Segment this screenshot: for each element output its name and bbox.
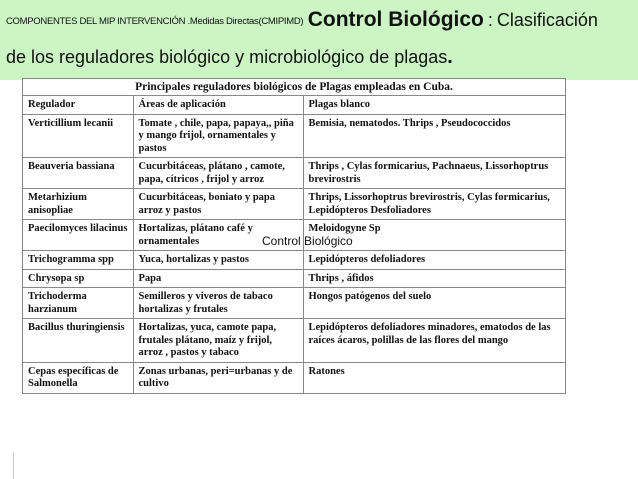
overlay-label: Control Biológico	[262, 234, 353, 248]
application-cell: Cucurbitáceas, plátano , camote, papa, cítricos , frijol y arroz	[133, 158, 303, 189]
table-row	[23, 362, 565, 393]
table-row	[23, 158, 565, 189]
decorative-divider	[13, 452, 14, 479]
regulator-cell: Chrysopa sp	[23, 269, 133, 288]
table-row	[23, 269, 565, 288]
regulator-cell: Beauveria bassiana	[23, 158, 133, 189]
target-pests-cell: Thrips, Lissorhoptrus brevirostris, Cylas formicarius, Lepidópteros Desfoliadores	[303, 189, 565, 220]
target-pests-cell: Meloidogyne Sp	[303, 220, 565, 251]
target-pests-cell: Thrips , Cylas formicarius, Pachnaeus, Lissorhoptrus brevirostris	[303, 158, 565, 189]
application-cell: Zonas urbanas, peri=urbanas y de cultivo	[133, 362, 303, 393]
regulator-cell: Verticillium lecanii	[23, 114, 133, 158]
regulator-cell: Trichoderma harzianum	[23, 288, 133, 319]
application-cell: Hortalizas, yuca, camote papa, frutales plátano, maíz y frijol, arroz , pastos y tabaco	[133, 319, 303, 363]
subtitle-part-2: de los reguladores biológico y microbiológico de plagas	[6, 47, 448, 67]
application-cell: Tomate , chile, papa, papaya,, piña y mango frijol, ornamentales y pastos	[133, 114, 303, 158]
application-cell: Cucurbitáceas, boniato y papa arroz y pastos	[133, 189, 303, 220]
header-cell-regulador: Regulador	[23, 96, 133, 114]
target-pests-cell: Ratones	[303, 362, 565, 393]
title-final-dot: .	[447, 46, 453, 68]
page-title: Control Biológico	[307, 8, 484, 31]
target-pests-cell: Bemisia, nematodos. Thrips , Pseudococcidos	[303, 114, 565, 158]
header-cell-areas: Áreas de aplicación	[133, 96, 303, 114]
regulator-cell: Bacillus thuringiensis	[23, 319, 133, 363]
table-row	[23, 251, 565, 270]
regulator-cell: Cepas específicas de Salmonella	[23, 362, 133, 393]
table-header-row	[23, 96, 565, 114]
target-pests-cell: Lepidópteros defoliadores minadores, ematodos de las raíces ácaros, polillas de las flores del mango	[303, 319, 565, 363]
regulator-cell: Paecilomyces lilacinus	[23, 220, 133, 251]
table-row	[23, 288, 565, 319]
table-row	[23, 319, 565, 363]
header-cell-plagas: Plagas blanco	[303, 96, 565, 114]
target-pests-cell: Hongos patógenos del suelo	[303, 288, 565, 319]
title-prefix: COMPONENTES DEL MIP INTERVENCIÓN .Medidas Directas(CMIPIMD)	[6, 16, 304, 27]
table-row	[23, 189, 565, 220]
application-cell: Hortalizas, plátano café y ornamentales	[133, 220, 303, 251]
target-pests-cell: Thrips , áfidos	[303, 269, 565, 288]
target-pests-cell: Lepidópteros defoliadores	[303, 251, 565, 270]
subtitle-part-1: Clasificación	[496, 10, 598, 30]
title-line-2	[6, 46, 453, 69]
application-cell: Yuca, hortalizas y pastos	[133, 251, 303, 270]
table-row	[23, 114, 565, 158]
application-cell: Semilleros y viveros de tabaco hortalizas y frutales	[133, 288, 303, 319]
title-separator: :	[487, 10, 493, 30]
regulator-cell: Metarhizium anisopliae	[23, 189, 133, 220]
table-caption: Principales reguladores biológicos de Plagas empleadas en Cuba.	[23, 79, 565, 96]
title-line-1	[6, 8, 598, 32]
application-cell: Papa	[133, 269, 303, 288]
regulator-cell: Trichogramma spp	[23, 251, 133, 270]
